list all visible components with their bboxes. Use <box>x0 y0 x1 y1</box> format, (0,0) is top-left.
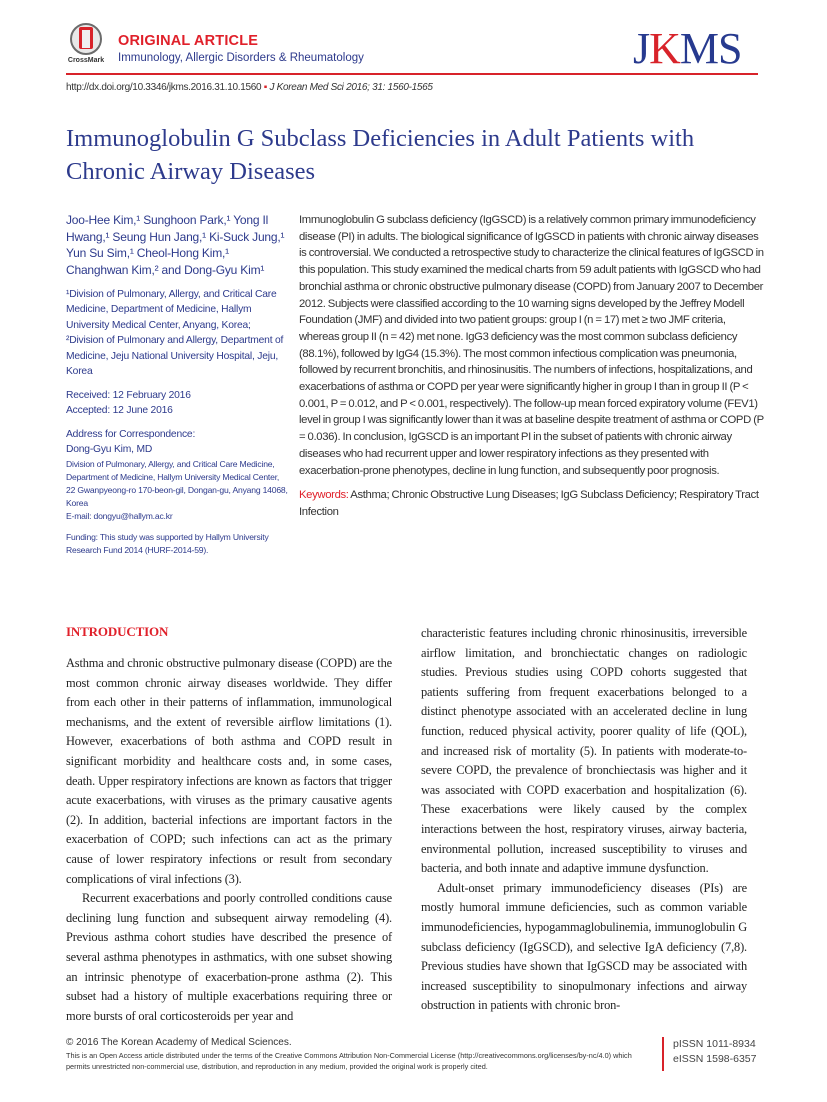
footer-license <box>66 1036 656 1072</box>
footer-divider <box>662 1037 664 1071</box>
subject-category: Immunology, Allergic Disorders & Rheumatology <box>118 52 364 64</box>
accepted-date: Accepted: 12 June 2016 <box>66 405 173 417</box>
article-title: Immunoglobulin G Subclass Deficiencies in Adult Patients with Chronic Airway Diseases <box>66 125 695 185</box>
correspondence-address: Division of Pulmonary, Allergy, and Critical Care Medicine, Department of Medicine, Hallym University Medical Center, 22 Gwanpyeong-ro 170-beon-gil, Dongan-gu, Anyang 14068, Korea <box>66 458 288 508</box>
body-paragraph: Adult-onset primary immunodeficiency diseases (PIs) are mostly humoral immune deficiencies, such as common variable immunodeficiencies, hypogammaglobulinemia, immunoglobulin G subclass deficiency (IgGSCD), and selective IgA deficiency (7,8). Previous studies have shown that IgGSCD may be associated with increased susceptibility to sinopulmonary infections and airway obstruction in patients with chronic bron- <box>421 880 747 1013</box>
copyright: © 2016 The Korean Academy of Medical Sciences. <box>66 1037 292 1048</box>
svg-text:CrossMark: CrossMark <box>67 57 105 64</box>
journal-logo: JKMS <box>633 24 742 73</box>
body-paragraph: characteristic features including chronic rhinosinusitis, irreversible airflow limitation, and bronchiectatic changes on radiologic studies. Previous studies using COPD cohorts suggested that patients suffering from frequent exacerbations belonged to a distinct phenotype associated with an accelerated decline in lung function, reduced physical activity, poorer quality of life (QOL), and increased risk of mortality (5). In patients with moderate-to-severe COPD, the prevalence of bronchiectasis was higher and it was associated with COPD exacerbation and hospitalization (6). These exacerbations were likely caused by the complex interactions between the host, respiratory viruses, airway bacteria, environmental pollution, increased susceptibility to viruses and bacteria, and both innate and adaptive immune dysfunction. <box>421 626 747 876</box>
received-date: Received: 12 February 2016 <box>66 389 191 401</box>
keywords-text: Asthma; Chronic Obstructive Lung Diseases; IgG Subclass Deficiency; Respiratory Tract Infection <box>299 489 759 518</box>
correspondence-label: Address for Correspondence: <box>66 428 196 440</box>
issn-block <box>673 1037 756 1067</box>
citation: J Korean Med Sci 2016; 31: 1560-1565 <box>269 82 433 93</box>
authors: Joo-Hee Kim,¹ Sunghoon Park,¹ Yong Il Hwang,¹ Seung Hun Jang,¹ Ki-Suck Jung,¹ Yun Su Sim,¹ Cheol-Hong Kim,¹ Changhwan Kim,² and Dong-Gyu Kim¹ <box>66 213 285 278</box>
abstract <box>299 212 765 521</box>
correspondence-name: Dong-Gyu Kim, MD <box>66 444 153 456</box>
body-paragraph: Asthma and chronic obstructive pulmonary disease (COPD) are the most common chronic airway diseases worldwide. They differ from each other in their patterns of inflammation, immunological mechanisms, and the extent of reversible airflow limitations (1). However, exacerbations of both asthma and COPD result in significant morbidity and healthcare costs and, in some cases, death. Upper respiratory infections are known as factors that trigger acute exacerbations, with viruses as the primary causative agents (2). In addition, bacterial infections are important factors in the exacerbation of COPD; such infections can act as the primary cause of lower respiratory infections or result from secondary complications of viral infections (3). <box>66 656 392 886</box>
license-text: This is an Open Access article distributed under the terms of the Creative Commons Attribution Non-Commercial License (http://creativecommons.org/licenses/by-nc/4.0) which permits unrestricted non-commercial use, distribution, and reproduction in any medium, provided the original work is properly cited. <box>66 1051 632 1071</box>
affiliations: ¹Division of Pulmonary, Allergy, and Critical Care Medicine, Department of Medicine, Hallym University Medical Center, Anyang, Korea; ²Division of Pulmonary and Allergy, Department of Medicine, Jeju National University Hospital, Jeju, Korea <box>66 288 284 378</box>
doi-link[interactable]: http://dx.doi.org/10.3346/jkms.2016.31.10.1560 <box>66 82 262 93</box>
section-heading-introduction: INTRODUCTION <box>66 624 169 639</box>
crossmark-logo[interactable] <box>66 22 106 68</box>
correspondence-email[interactable]: E-mail: dongyu@hallym.ac.kr <box>66 510 173 521</box>
article-sidebar <box>66 212 288 565</box>
header-rule <box>66 73 758 75</box>
doi-line: http://dx.doi.org/10.3346/jkms.2016.31.10.1560 ▪ J Korean Med Sci 2016; 31: 1560-1565 <box>66 82 433 93</box>
article-type: ORIGINAL ARTICLE <box>118 33 259 49</box>
body-left-column <box>66 624 392 1026</box>
body-paragraph: Recurrent exacerbations and poorly controlled conditions cause declining lung function and subsequent airway remodeling (4). Previous asthma cohort studies have described the presence of several asthma phenotypes in asthmatics, with one subset showing an intrinsic phenotype of exacerbation-prone asthma (2). This subset had a history of multiple exacerbations requiring three or more bursts of oral corticosteroids per year and <box>66 891 392 1023</box>
keywords <box>299 487 765 520</box>
eissn: eISSN 1598-6357 <box>673 1053 757 1065</box>
funding: Funding: This study was supported by Hallym University Research Fund 2014 (HURF-2014-59). <box>66 531 269 555</box>
keywords-label: Keywords: <box>299 489 349 502</box>
pissn: pISSN 1011-8934 <box>673 1038 756 1050</box>
abstract-text: Immunoglobulin G subclass deficiency (IgGSCD) is a relatively common primary immunodeficiency disease (PI) in adults. The biological significance of IgGSCD in patients with chronic airway diseases is controversial. We conducted a retrospective study to characterize the clinical features of IgGSCD in this population. This study examined the medical charts from 59 adult patients with IgGSCD who had bronchial asthma or chronic obstructive pulmonary disease (COPD) from January 2007 to December 2012. Subjects were classified according to the 10 warning signs developed by the Jeffrey Modell Foundation (JMF) and divided into two patient groups: group I (n = 17) met ≥ two JMF criteria, whereas group II (n = 42) met none. IgG3 deficiency was the most common subclass deficiency (88.1%), followed by IgG4 (15.3%). The most common infectious complication was pneumonia, followed by recurrent bronchitis, and rhinosinusitis. The numbers of infections, hospitalizations, and exacerbations of asthma or COPD per year were significantly higher in group I than in group II (P < 0.001, P = 0.012, and P < 0.001, respectively). The follow-up mean forced expiratory volume (FEV1) level in group I was significantly lower than it was at baseline despite treatment of asthma or COPD (P = 0.036). In conclusion, IgGSCD is an important PI in the subset of patients with chronic airway diseases who had recurrent upper and lower respiratory infections as they presented with exacerbation-prone phenotypes, decline in lung function, and subsequently poor prognosis. <box>299 214 764 477</box>
body-right-column <box>421 624 747 1016</box>
